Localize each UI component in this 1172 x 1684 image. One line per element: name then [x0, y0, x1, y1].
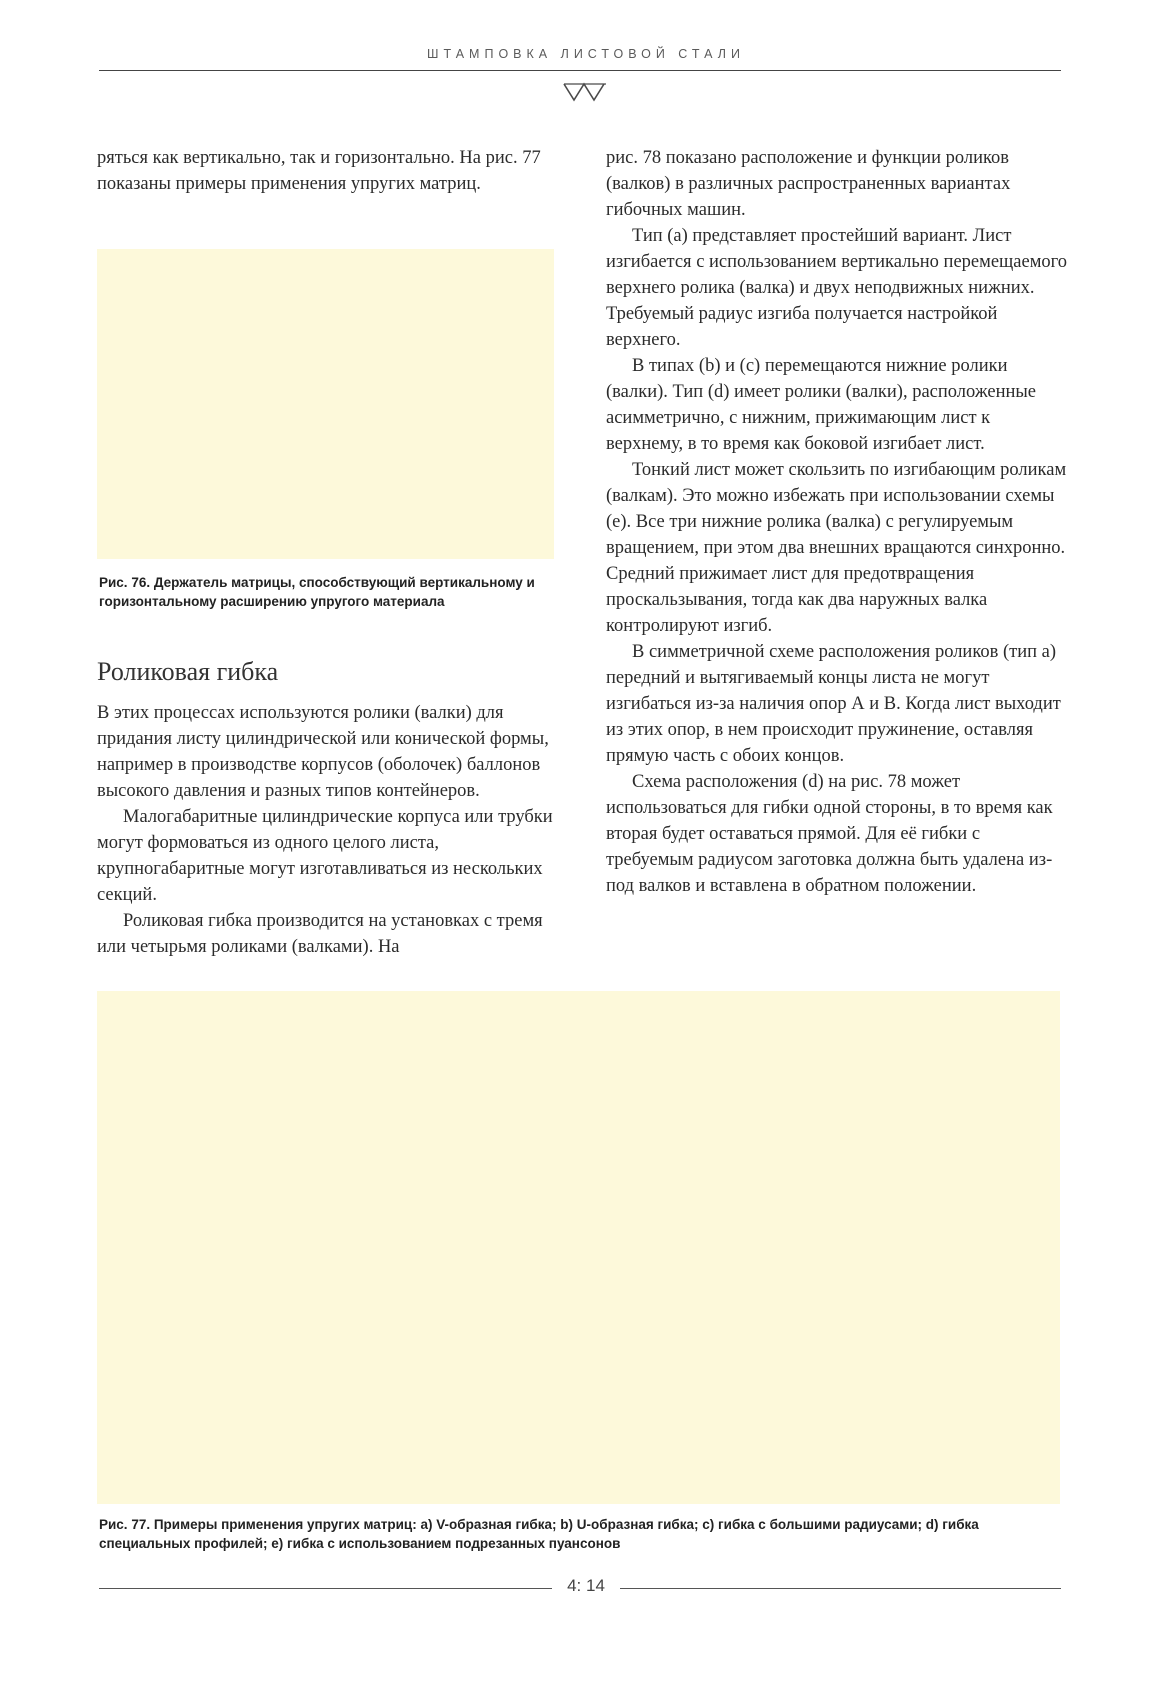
- publisher-logo-icon: [562, 81, 610, 103]
- paragraph: В симметричной схеме расположения роликов (тип а) передний и вытягиваемый концы листа не могут изгибаться из-за наличия опор А и В. Когда лист выходит из этих опор, в нем происходит пружинение, оставляя прямую часть с обоих концов.: [606, 642, 1061, 766]
- paragraph: В этих процессах используются ролики (валки) для придания листу цилиндрической или конической формы, например в производстве корпусов (оболочек) баллонов высокого давления и разных типов контейнеров.: [97, 703, 549, 801]
- paragraph: Роликовая гибка производится на установках с тремя или четырьмя роликами (валками). На: [97, 911, 543, 957]
- figure-76-die-holder: [97, 249, 554, 559]
- paragraph: рис. 78 показано расположение и функции роликов (валков) в различных распространенных вариантах гибочных машин.: [606, 148, 1011, 220]
- header-rule: [99, 70, 1061, 71]
- section-heading-roller-bending: Роликовая гибка: [97, 657, 279, 686]
- paragraph: Малогабаритные цилиндрические корпуса или трубки могут формоваться из одного целого листа, крупногабаритные могут изготавливаться из нескольких секций.: [97, 807, 553, 905]
- left-column-top: [97, 145, 559, 197]
- page-number: 4: 14: [567, 1576, 605, 1595]
- running-title: ШТАМПОВКА ЛИСТОВОЙ СТАЛИ: [427, 47, 745, 61]
- figure-77-caption: Рис. 77. Примеры применения упругих матриц: a) V-образная гибка; b) U-образная гибка; c) гибка с большими радиусами; d) гибка специальных профилей; e) гибка с использованием подрезанных пуансонов: [99, 1517, 979, 1551]
- left-column-bottom: [97, 700, 559, 960]
- paragraph: В типах (b) и (c) перемещаются нижние ролики (валки). Тип (d) имеет ролики (валки), расположенные асимметрично, с нижним, прижимающим лист к верхнему, в то время как боковой изгибает лист.: [606, 356, 1037, 454]
- figure-77-elastic-die-examples: [97, 991, 1060, 1504]
- footer-rule-left: [99, 1588, 552, 1589]
- paragraph: Тонкий лист может скользить по изгибающим роликам (валкам). Это можно избежать при использовании схемы (е). Все три нижние ролика (валка) с регулируемым вращением, при этом два внешних вращаются синхронно. Средний прижимает лист для предотвращения проскальзывания, тогда как два наружных валка контролируют изгиб.: [606, 460, 1067, 636]
- paragraph: ряться как вертикально, так и горизонтально. На рис. 77 показаны примеры применения упругих матриц.: [97, 148, 541, 194]
- footer-rule-right: [620, 1588, 1061, 1589]
- figure-76-caption: Рис. 76. Держатель матрицы, способствующий вертикальному и горизонтальному расширению упругого материала: [99, 575, 535, 609]
- paragraph: Схема расположения (d) на рис. 78 может использоваться для гибки одной стороны, в то время как вторая будет оставаться прямой. Для её гибки с требуемым радиусом заготовка должна быть удалена из-под валков и вставлена в обратном положении.: [606, 772, 1053, 896]
- paragraph: Тип (а) представляет простейший вариант. Лист изгибается с использованием вертикально перемещаемого верхнего ролика (валка) и двух неподвижных нижних. Требуемый радиус изгиба получается настройкой верхнего.: [606, 226, 1068, 350]
- right-column: [606, 145, 1068, 899]
